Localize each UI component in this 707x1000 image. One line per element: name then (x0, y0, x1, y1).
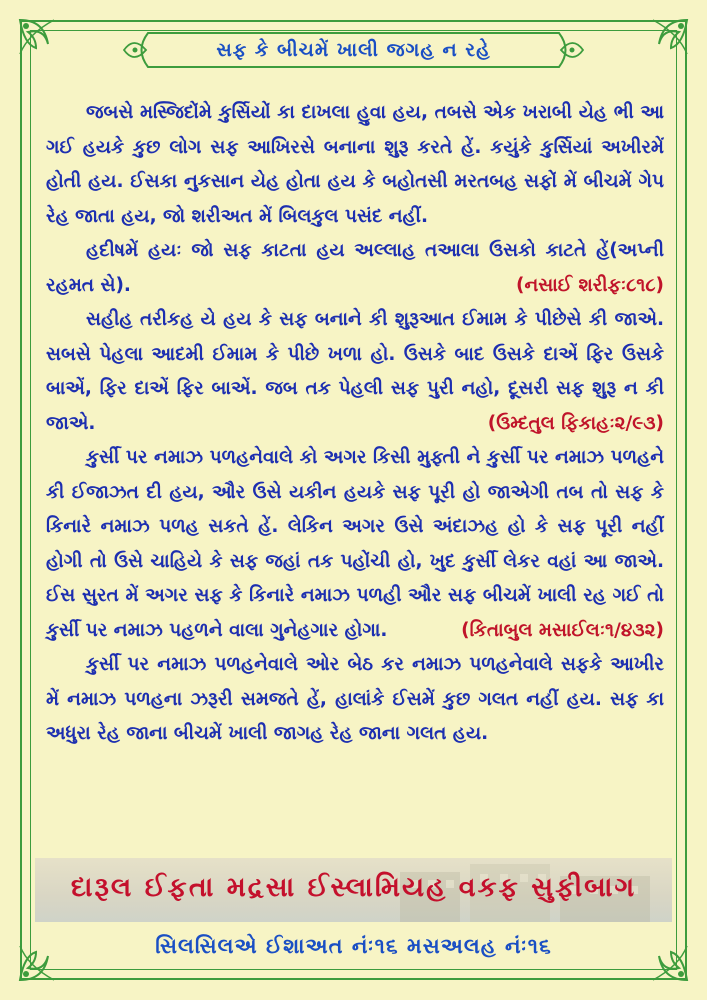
series-number: સિલસિલએ ઈશાઅત નંઃ૧૬ મસઅલહ નંઃ૧૬ (155, 934, 552, 958)
paragraph-text: સહીહ તરીકહ યે હય કે સફ બનાને કી શુરૂઆત ઈમામ કે પીછેસે કી જાએ. સબસે પેહલા આદમી ઈમામ કે પીછે ખળા હો. ઉસકે બાદ ઉસકે દાએં ફિર ઉસકે બાએં, ફિર દાએં ફિર બાએં. જબ તક પેહલી સફ પુરી નહો, દૂસરી સફ શુરૂ ન કી જાએ. (46, 309, 664, 434)
floral-corner-ornament-icon (14, 14, 84, 84)
reference-citation: (કિતાબુલ મસાઈલઃ૧/૪૩૨) (461, 619, 664, 641)
paragraph-5 (46, 648, 664, 752)
floral-corner-ornament-icon (623, 14, 693, 84)
reference-citation: (નસાઈ શરીફઃ૮૧૮) (516, 274, 664, 296)
page-title: સફ કે બીચમેં ખાલી જગહ ન રહે (216, 39, 491, 61)
paragraph-1 (46, 96, 664, 234)
title-banner (120, 30, 587, 70)
paragraph-2 (46, 234, 664, 303)
article-body (46, 96, 664, 752)
paragraph-3 (46, 303, 664, 441)
paragraph-text: કુર્સી પર નમાઝ પળહનેવાલે કો અગર કિસી મુફ્તી ને કુર્સી પર નમાઝ પળહને કી ઈજાઝત દી હય, ઔર ઉસે યકીન હયકે સફ પૂરી હો જાએગી તબ તો સફ કે કિનારે નમાઝ પળહ સકતે હેં. લેકિન અગર ઉસે અંદાઝહ હો કે સફ પૂરી નહીં હોગી તો ઉસે ચાહિયે કે સફ જહાં તક પહોંચી હો, ખુદ કુર્સી લેકર વહાં આ જાએ. ઈસ સુરત મેં અગર સફ કે કિનારે નમાઝ પળહી ઔર સફ બીચમેં ખાલી રહ ગઈ તો કુર્સી પર નમાઝ પહળને વાલા ગુનેહગાર હોગા. (46, 447, 664, 641)
institution-name: દારૂલ ઈફતા મદ્રસા ઈસ્લામિયહ વકફ સુફીબાગ (70, 872, 637, 903)
paragraph-4 (46, 441, 664, 648)
reference-citation: (ઉમ્દતુલ ફિકાહઃ૨/૯૩) (487, 412, 664, 434)
paragraph-text: હદીષમેં હયઃ જો સફ કાટતા હય અલ્લાહ તઆલા ઉસકો કાટતે હેં(અપ્ની રહમત સે). (46, 240, 664, 296)
paragraph-text: કુર્સી પર નમાઝ પળહનેવાલે ઓર બેઠ કર નમાઝ પળહનેવાલે સફકે આખીર મેં નમાઝ પળહના ઝરૂરી સમજતે હેં, હાલાંકે ઈસમેં કુછ ગલત નહીં હય. સફ કા અધુરા રેહ જાના બીચમેં ખાલી જાગહ રેહ જાના ગલત હય. (46, 654, 664, 744)
paragraph-text: જબસે મસ્જિદોંમે કુર્સિયોં કા દાખલા હુવા હય, તબસે એક ખરાબી યેહ ભી આ ગઈ હયકે કુછ લોગ સફ આખિરસે બનાના શુરૂ કરતે હેં. કયુંકે કુર્સિયાં અખીરમેં હોતી હય. ઈસકા નુકસાન યેહ હોતા હય કે બહોતસી મરતબહ સફોં મેં બીચમેં ગેપ રેહ જાતા હય, જો શરીઅત મેં બિલકુલ પસંદ નહીં. (46, 102, 664, 227)
